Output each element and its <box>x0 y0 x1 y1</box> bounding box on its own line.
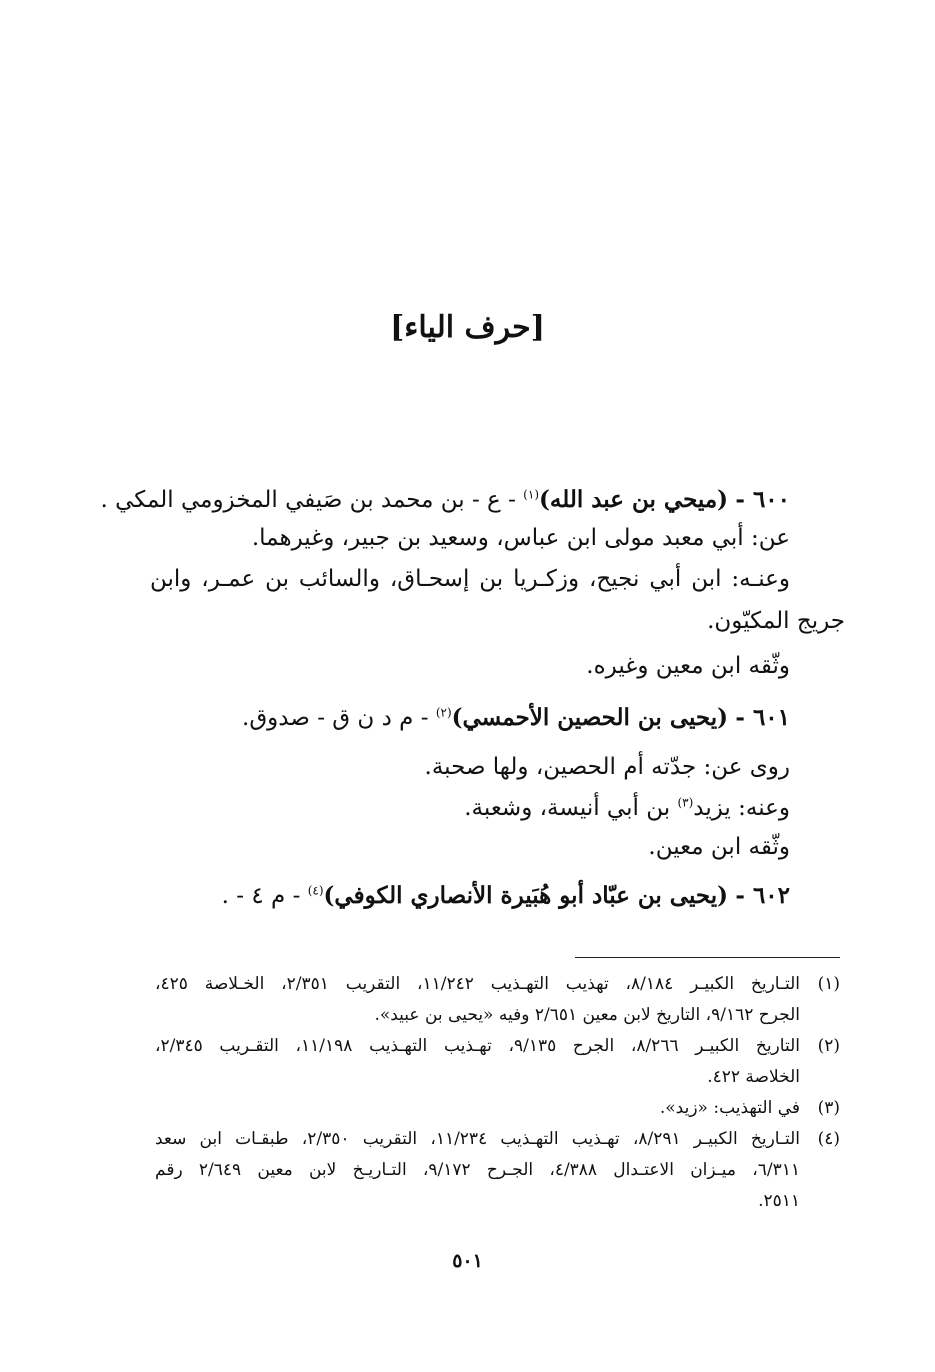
entry-600-from: عن: أبي معبد مولى ابن عباس، وسعيد بن جبير، وغيرهما. <box>251 525 790 551</box>
footnote-2-line-1: التاريخ الكبيـر ٨/٢٦٦، الجرح ٩/١٣٥، تهـذيب التهـذيب ١١/١٩٨، التقـريب ٢/٣٤٥، <box>155 1036 800 1056</box>
entry-details: - م ٤ - . <box>221 883 308 909</box>
footnote-3-marker: (٣) <box>817 1098 840 1118</box>
entry-details: - م د ن ق - صدوق. <box>242 705 436 731</box>
entry-600-heading <box>100 482 790 518</box>
entry-600-grading: وثّقه ابن معين وغيره. <box>586 653 790 679</box>
entry-600-to: وعنـه: ابن أبي نجيح، وزكـريا بن إسحـاق، والسائب بن عمـر، وابن <box>150 566 790 592</box>
footnote-1-marker: (١) <box>817 974 840 994</box>
footnote-ref[interactable]: (١) <box>523 487 539 502</box>
entry-600-to-cont: جريج المكيّون. <box>707 608 845 634</box>
entry-number: ٦٠٢ - <box>735 882 790 909</box>
footnote-4-line-1: التـاريخ الكبيـر ٨/٢٩١، تهـذيب التهـذيب ١١/٢٣٤، التقريب ٢/٣٥٠، طبقـات ابن سعد <box>155 1129 801 1149</box>
footnote-2-line-2: الخلاصة ٤٢٢. <box>707 1067 800 1087</box>
entry-number: ٦٠١ - <box>735 704 790 731</box>
footnote-3-line-1: في التهذيب: «زيد». <box>659 1098 800 1118</box>
entry-601-to-label: وعنه: يزيد <box>693 795 790 821</box>
page-number: ٥٠١ <box>452 1250 483 1272</box>
footnote-ref[interactable]: (٣) <box>677 795 694 810</box>
entry-601-to-rest: بن أبي أنيسة، وشعبة. <box>464 795 678 821</box>
footnote-1-line-1: التـاريخ الكبيـر ٨/١٨٤، تهذيب التهـذيب ١١/٢٤٢، التقريب ٢/٣٥١، الخـلاصة ٤٢٥، <box>155 974 800 994</box>
chapter-title: [حرف الياء] <box>390 310 545 345</box>
footnote-ref[interactable]: (٤) <box>307 883 324 898</box>
entry-602-heading <box>222 878 790 914</box>
footnote-4-line-3: ٢٥١١. <box>758 1191 800 1211</box>
footnote-1-line-2: الجرح ٩/١٦٢، التاريخ لابن معين ٢/٦٥١ وفيه «يحيى بن عبيد». <box>374 1005 800 1025</box>
entry-601-heading <box>242 700 790 736</box>
footnote-separator <box>575 957 840 958</box>
footnote-ref[interactable]: (٢) <box>435 705 452 720</box>
footnote-4-line-2: ٦/٣١١، ميـزان الاعتـدال ٤/٣٨٨، الجـرح ٩/١٧٢، التـاريـخ لابن معين ٢/٦٤٩ رقم <box>155 1160 800 1180</box>
entry-601-to <box>464 790 790 826</box>
narrator-name: (يحيى بن الحصين الأحمسي) <box>451 704 729 731</box>
entry-details: - ع - بن محمد بن صَيفي المخزومي المكي . <box>100 487 524 513</box>
footnote-4-marker: (٤) <box>817 1129 840 1149</box>
narrator-name: (يحيى بن عبّاد أبو هُبَيرة الأنصاري الكوفي) <box>323 882 729 909</box>
narrator-name: (ميحي بن عبد الله) <box>539 486 729 513</box>
entry-601-from: روى عن: جدّته أم الحصين، ولها صحبة. <box>424 754 790 780</box>
footnote-2-marker: (٢) <box>817 1036 840 1056</box>
entry-number: ٦٠٠ - <box>735 486 790 513</box>
entry-601-grading: وثّقه ابن معين. <box>648 834 790 860</box>
